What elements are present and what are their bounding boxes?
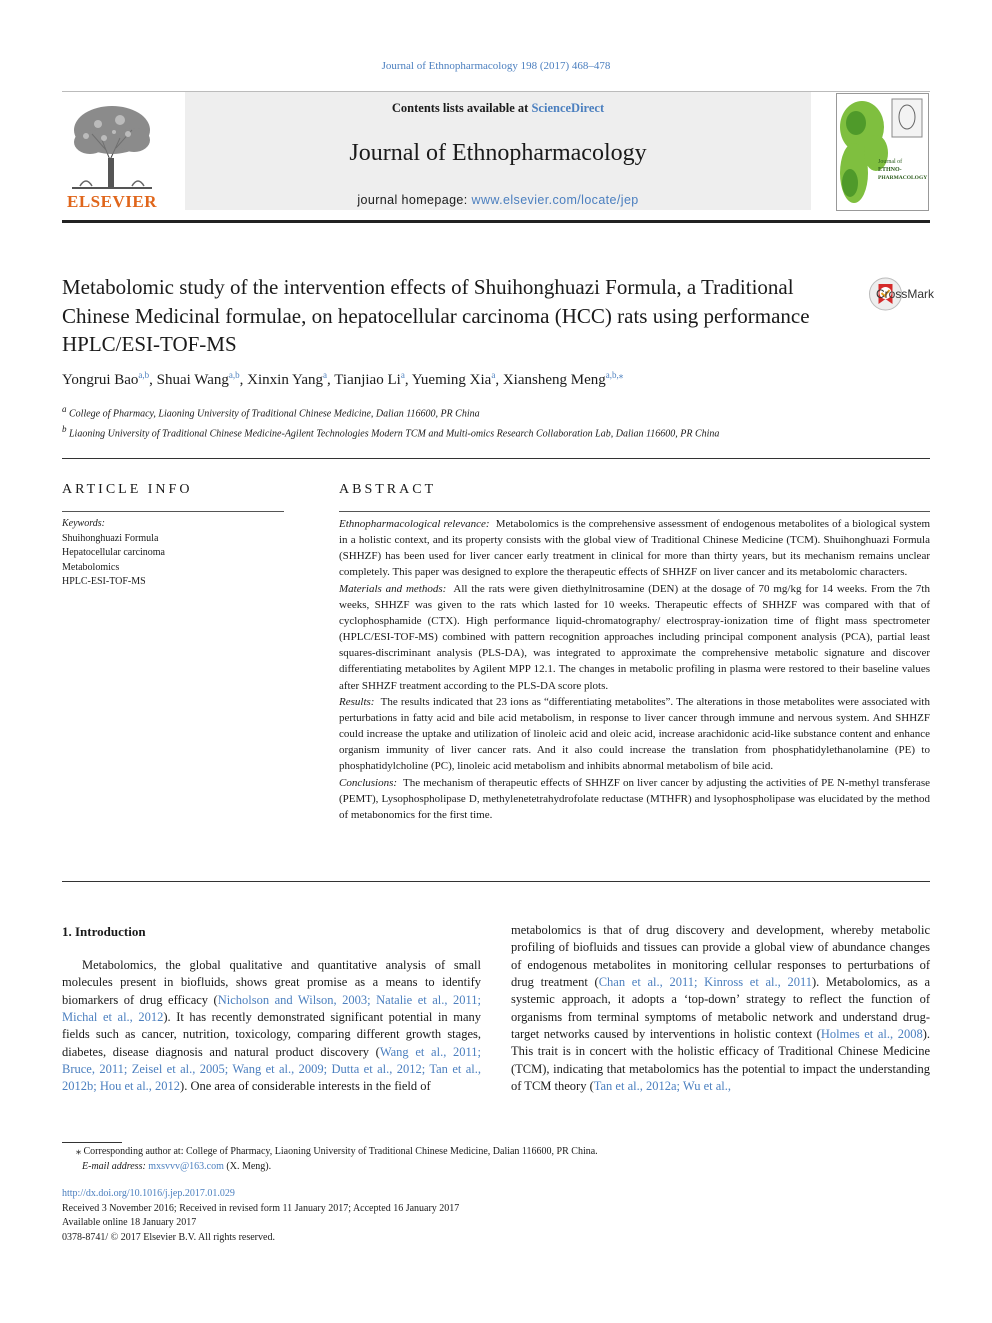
body-text: ). This trait is in concert with the holistic efficacy of Traditional Chinese Medicine (TCM), indicating that metabolomics has the potential to impact the understanding of TCM theory (: [511, 1027, 930, 1094]
contents-prefix: Contents lists available at: [391, 101, 532, 115]
email-note: [62, 1160, 930, 1175]
abstract-section: Ethnopharmacological relevance: Metabolomics is the comprehensive assessment of endogenous metabolites of a biological system in a holistic context, and its property consists with the global view of Traditional Chinese Medicine (TCM). Shuihonghuazi Formula (SHHZF) has been used for liver cancer early treatment in clinical for more than thirty years, but its mechanism remains unclear completely. This paper was designed to explore the therapeutic effects of SHHZF on liver cancer and its metabolomic characters.: [339, 518, 931, 579]
body-text: metabolomics is that of drug discovery and development, whereby metabolic profiling of biofluids and tissues can provide a global view of abundance changes of endogenous metabolites in monitoring cellular responses to perturbations of drug treatment (: [511, 923, 930, 990]
affiliation-b: $^b$ Liaoning University of Traditional Chinese Medicine-Agilent Technologies Modern TCM and Multi-omics Research Collaboration Lab, Dalian 116600, PR China: [62, 423, 720, 440]
header-bottom-rule: [62, 220, 930, 223]
online-date: Available online 18 January 2017: [62, 1217, 197, 1228]
author-separator: ,: [404, 372, 412, 388]
email-suffix: (X. Meng).: [223, 1160, 272, 1172]
received-dates: Received 3 November 2016; Received in revised form 11 January 2017; Accepted 16 January 2017: [62, 1202, 460, 1214]
citation-link[interactable]: Wang et al., 2011; Bruce, 2011; Zeisel et al., 2005; Wang et al., 2009; Dutta et al., 2012; Tan et al., 2012b; Hou et al., 2012: [62, 1044, 481, 1094]
author-name[interactable]: Xinxin Yang: [247, 372, 324, 388]
author-name[interactable]: Shuai Wang: [156, 372, 229, 388]
body-text: ). One area of considerable interests in the field of: [180, 1079, 431, 1094]
citation-link[interactable]: Tan et al., 2012a; Wu et al.,: [593, 1079, 731, 1094]
body-text: Metabolomics, the global qualitative and quantitative analysis of small molecules present in biofluids, shows great promise as a means to identify biomarkers of drug efficacy (: [62, 958, 481, 1007]
article-info-heading: ARTICLE INFO: [62, 482, 193, 497]
author-affiliation-mark[interactable]: a,b: [138, 370, 150, 380]
keyword: HPLC-ESI-TOF-MS: [62, 576, 146, 587]
body-text: ). It has recently demonstrated significant potential in many fields such as cancer, nutrition, toxicology, comparing different growth stages, diabetes, disease diagnosis and natural product discovery (: [62, 1010, 481, 1059]
author-name[interactable]: Yueming Xia: [411, 372, 492, 388]
citation-link[interactable]: Nicholson and Wilson, 2003; Natalie et al., 2011; Michal et al., 2012: [62, 992, 481, 1025]
section-divider: [62, 881, 930, 882]
citation-link[interactable]: Holmes et al., 2008: [820, 1027, 923, 1042]
body-column-right: [511, 922, 930, 1095]
author-separator: ,: [149, 372, 157, 388]
body-paragraph: [511, 922, 930, 1095]
section-divider: [62, 458, 930, 459]
author-list: [62, 370, 932, 389]
author-separator: ,: [327, 372, 335, 388]
publication-info: [62, 1187, 662, 1245]
keywords-block: [62, 517, 282, 590]
keyword: Metabolomics: [62, 561, 120, 573]
author-name[interactable]: Xiansheng Meng: [502, 372, 606, 388]
contents-line: [185, 101, 811, 116]
copyright: 0378-8741/ © 2017 Elsevier B.V. All rights reserved.: [62, 1231, 275, 1243]
homepage-prefix: journal homepage:: [357, 193, 472, 207]
article-title: Metabolomic study of the intervention effects of Shuihonghuazi Formula, a Traditional Chinese Medicinal formulae, on hepatocellular carcinoma (HCC) rats using performance HPLC/ESI-TOF-MS: [62, 275, 810, 356]
journal-reference[interactable]: Journal of Ethnopharmacology 198 (2017) 468–478: [381, 60, 611, 72]
author-affiliation-mark[interactable]: a: [400, 370, 405, 380]
body-paragraph: [62, 957, 481, 1096]
body-column-left: [62, 957, 481, 1096]
article-info-rule: [62, 511, 284, 512]
email-label: E-mail address:: [82, 1160, 146, 1172]
abstract-body: [339, 516, 930, 823]
introduction-heading: 1. Introduction: [62, 924, 146, 939]
email-link[interactable]: mxsvvv@163.com: [148, 1160, 224, 1172]
citation-link[interactable]: Chan et al., 2011; Kinross et al., 2011: [598, 975, 813, 990]
affiliations: [62, 402, 822, 442]
crossmark-label[interactable]: CrossMark: [876, 287, 935, 301]
svg-text:ETHNO-: ETHNO-: [878, 167, 902, 173]
abstract-section: Materials and methods: All the rats were given diethylnitrosamine (DEN) at the dosage of 70 mg/kg for 14 weeks. From the 7th weeks, SHHZF was given to the rats which lasted for 10 weeks. Therapeutic effects of SHHZF was compared with that of cyclophosphamide (CTX). High performance liquid-chromatography/ electrospray-ionization time of flight mass spectrometer (HPLC/ESI-TOF-MS) combined with pattern recognition approaches including principal component analysis (PCA), partial least squares-discriminant analysis (PLS-DA), was integrated to approximate the comprehensive metabolic signature and discover differentiating metabolites by Agilent MPP 12.1. The changes in metabolic profiling in plasma were restored to their baseline values after SHHZF treatment according to the PLS-DA score plots.: [339, 582, 930, 692]
homepage-link[interactable]: www.elsevier.com/locate/jep: [471, 193, 639, 207]
author-name[interactable]: Tianjiao Li: [334, 372, 401, 388]
doi-link[interactable]: http://dx.doi.org/10.1016/j.jep.2017.01.029: [62, 1188, 235, 1199]
keyword: Hepatocellular carcinoma: [62, 547, 165, 558]
author-affiliation-mark[interactable]: a,b,⁎: [605, 370, 624, 380]
abstract-section: Conclusions: The mechanism of therapeutic effects of SHHZF on liver cancer by adjusting the activities of PE N-methyl transferase (PEMT), Lysophospholipase D, methylenetetrahydrofolate reductase (MTHFR) and lysophospholipase was elucidated by the method of metabonomics for the first time.: [339, 776, 930, 821]
abstract-rule: [339, 511, 930, 512]
svg-text:Journal of: Journal of: [878, 159, 903, 165]
author-separator: ,: [239, 372, 248, 388]
author-affiliation-mark[interactable]: a: [491, 370, 496, 380]
affiliation-a: $^a$ College of Pharmacy, Liaoning University of Traditional Chinese Medicine, Dalian 116600, PR China: [62, 404, 480, 420]
footnote-rule: [62, 1142, 122, 1143]
elsevier-wordmark: ELSEVIER: [67, 192, 157, 211]
author-affiliation-mark[interactable]: a: [323, 370, 328, 380]
abstract-section: Results: The results indicated that 23 ions as “differentiating metabolites”. The alterations in those metabolites were associated with perturbations in fatty acid and bile acid metabolism, in response to liver cancer through immune and nervous system. And SHHZF could increase the uptake and utilization of linoleic acid and oleic acid, increase arachidonic acid-like substance content and enhance organism immunity of liver cancer rats. And it also could increase the translation from phosphatidylethanolamine (PE) to phosphatidylcholine (PC), linoleic acid metabolism and inhibits abnormal metabolism of bile acid.: [339, 695, 930, 773]
author-separator: ,: [495, 372, 503, 388]
body-text: ). Metabolomics, as a systemic approach, it adopts a ‘top-down’ strategy to reflect the function of organisms from terminal symptoms of metabolic network and understand drug-target networks caused by interventions in holistic context (: [511, 975, 931, 1042]
keywords-label: Keywords:: [62, 518, 105, 529]
corresponding-author-note: ⁎ Corresponding author at: College of Pharmacy, Liaoning University of Traditional Chinese Medicine, Dalian 116600, PR China.: [76, 1146, 598, 1157]
abstract-heading: ABSTRACT: [339, 482, 437, 497]
svg-text:PHARMACOLOGY: PHARMACOLOGY: [878, 175, 928, 181]
author-affiliation-mark[interactable]: a,b: [228, 370, 240, 380]
homepage-line: [185, 193, 811, 207]
journal-title: Journal of Ethnopharmacology: [349, 140, 647, 166]
footnotes: [62, 1145, 930, 1174]
keyword: Shuihonghuazi Formula: [62, 532, 159, 544]
sciencedirect-link[interactable]: ScienceDirect: [531, 101, 605, 115]
author-name[interactable]: Yongrui Bao: [62, 372, 139, 388]
journal-cover-image[interactable]: [836, 93, 929, 211]
